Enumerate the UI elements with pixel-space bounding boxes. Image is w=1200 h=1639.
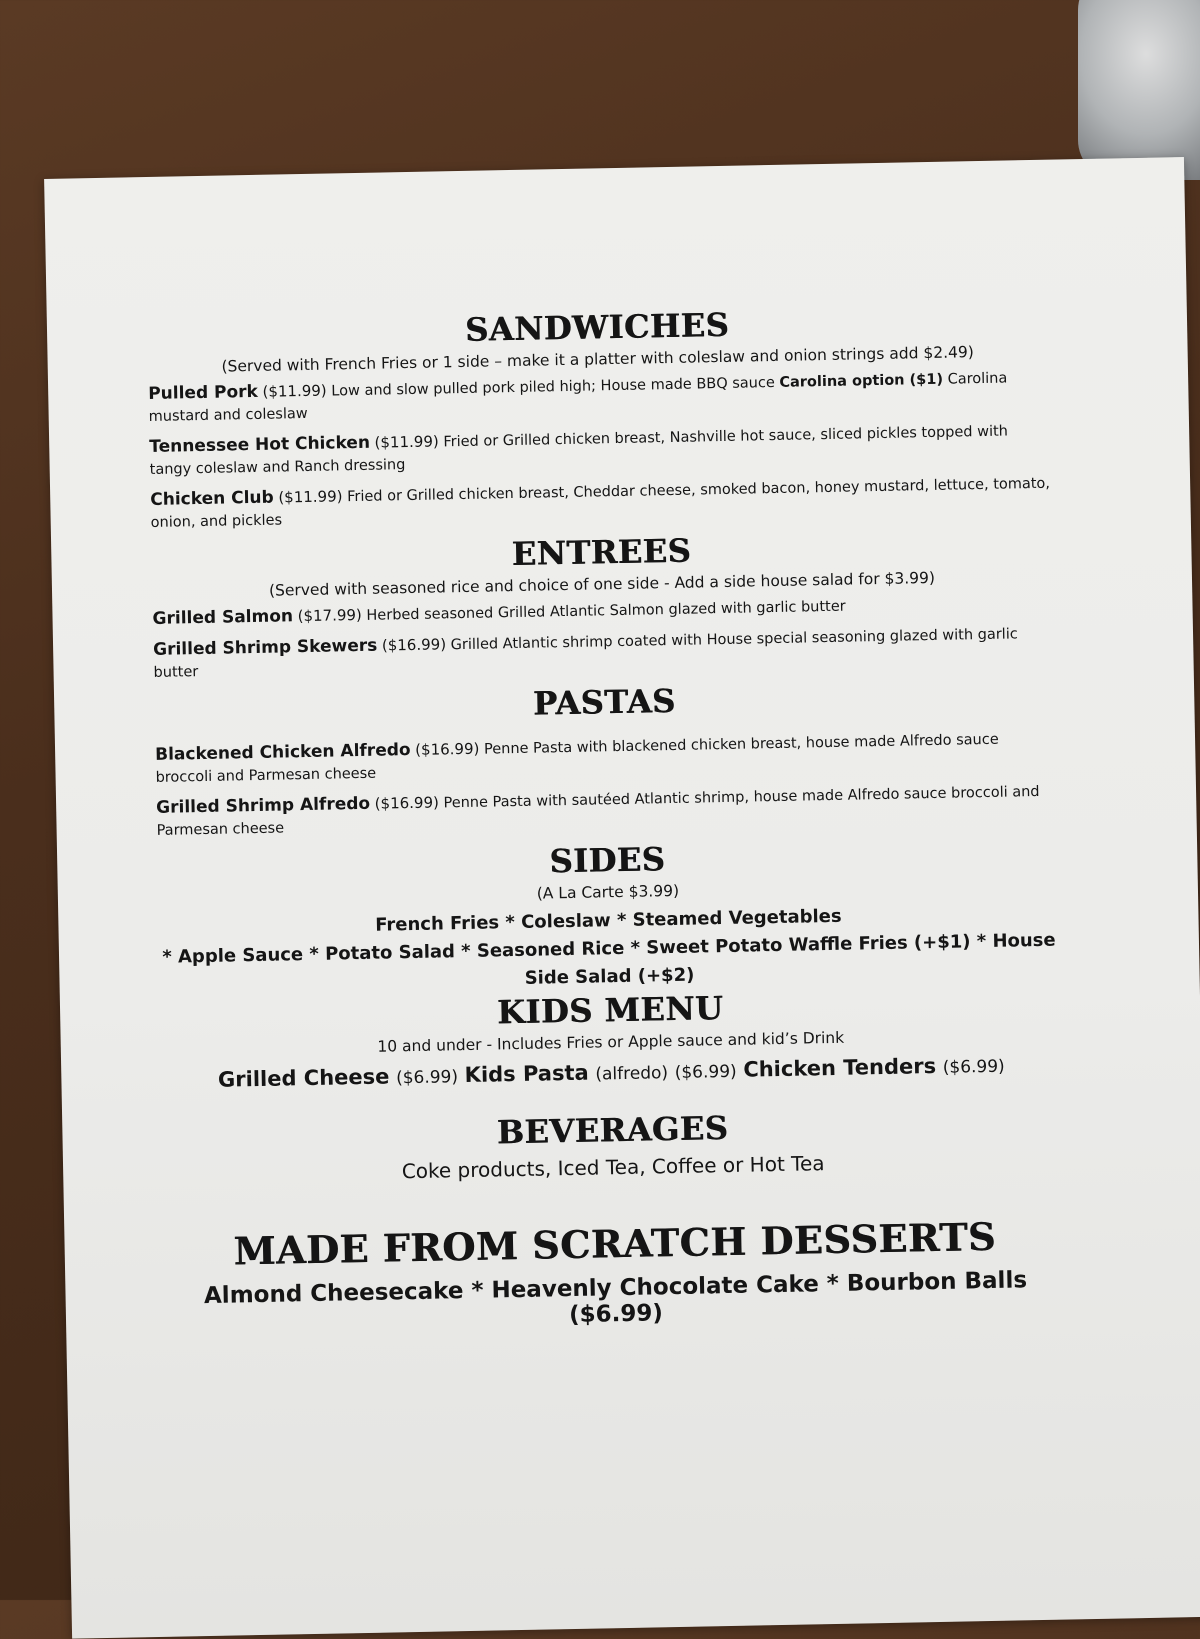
item-description: Grilled Atlantic shrimp coated with House special seasoning glazed with garlic butter bbox=[153, 626, 1018, 681]
kids-item-name: Kids Pasta bbox=[464, 1060, 589, 1088]
entrees-note: (Served with seasoned rice and choice of one side - Add a side house salad for $3.99) bbox=[268, 568, 936, 600]
item-description: Fried or Grilled chicken breast, Cheddar cheese, smoked bacon, honey mustard, lettuce, tomato, onion, and pickles bbox=[150, 475, 1051, 531]
item-name: Pulled Pork bbox=[148, 381, 259, 404]
item-description: Low and slow pulled pork piled high; House made BBQ sauce bbox=[331, 374, 775, 400]
item-description: Herbed seasoned Grilled Atlantic Salmon glazed with garlic butter bbox=[366, 598, 846, 624]
menu-item-grilled-shrimp-alfredo bbox=[156, 780, 1057, 842]
beverages-list: Coke products, Iced Tea, Coffee or Hot Tea bbox=[401, 1151, 825, 1184]
item-description: Penne Pasta with sautéed Atlantic shrimp, house made Alfredo sauce broccoli and Parmesan cheese bbox=[156, 783, 1040, 839]
pastas-title: PASTAS bbox=[532, 681, 676, 723]
item-description: Penne Pasta with blackened chicken breast, house made Alfredo sauce broccoli and Parmesan cheese bbox=[155, 731, 999, 786]
item-price: ($16.99) bbox=[374, 793, 440, 813]
kids-menu-note: 10 and under - Includes Fries or Apple sauce and kid’s Drink bbox=[377, 1028, 845, 1056]
item-price: ($16.99) bbox=[415, 739, 480, 759]
item-price: ($11.99) bbox=[278, 487, 343, 507]
item-name: Grilled Shrimp Alfredo bbox=[156, 793, 371, 818]
item-name: Grilled Salmon bbox=[152, 606, 294, 629]
sides-list-line-2: * Apple Sauce * Potato Salad * Seasoned Rice * Sweet Potato Waffle Fries (+$1) * House Side Salad (+$2) bbox=[162, 929, 1056, 989]
item-option: Carolina option ($1) bbox=[779, 371, 944, 391]
item-name: Blackened Chicken Alfredo bbox=[154, 740, 411, 765]
menu-item-grilled-shrimp-skewers bbox=[153, 622, 1054, 684]
kids-item-price: ($6.99) bbox=[395, 1067, 459, 1089]
item-name: Tennessee Hot Chicken bbox=[149, 432, 371, 457]
item-name: Grilled Shrimp Skewers bbox=[152, 635, 378, 660]
item-description: Fried or Grilled chicken breast, Nashville hot sauce, sliced pickles topped with tangy coleslaw and Ranch dressing bbox=[149, 423, 1009, 478]
desserts-title: MADE FROM SCRATCH DESSERTS bbox=[233, 1213, 997, 1274]
desserts-list: Almond Cheesecake * Heavenly Chocolate Cake * Bourbon Balls ($6.99) bbox=[203, 1267, 1028, 1329]
kids-item-name: Chicken Tenders bbox=[743, 1053, 937, 1082]
menu-item-chicken-club bbox=[150, 472, 1051, 534]
item-price: ($16.99) bbox=[381, 635, 447, 655]
sides-note: (A La Carte $3.99) bbox=[536, 881, 680, 903]
beverages-title: BEVERAGES bbox=[496, 1108, 729, 1152]
item-price: ($11.99) bbox=[374, 432, 439, 452]
menu-item-tennessee-hot-chicken bbox=[149, 419, 1050, 481]
sandwiches-title: SANDWICHES bbox=[464, 305, 730, 349]
kids-menu-title: KIDS MENU bbox=[496, 989, 724, 1032]
item-name: Chicken Club bbox=[150, 487, 274, 510]
item-option-description: Carolina mustard and coleslaw bbox=[148, 370, 1008, 425]
kids-item-price: ($6.99) bbox=[942, 1056, 1005, 1078]
sides-list-line-1: French Fries * Coleslaw * Steamed Vegetables bbox=[375, 905, 842, 936]
sides-title: SIDES bbox=[549, 840, 666, 881]
entrees-title: ENTREES bbox=[511, 531, 692, 574]
item-price: ($17.99) bbox=[297, 605, 363, 626]
menu-item-pulled-pork bbox=[148, 366, 1049, 428]
menu-sheet bbox=[44, 157, 1200, 1639]
kids-item-name: Grilled Cheese bbox=[217, 1064, 390, 1092]
water-glass bbox=[1078, 0, 1200, 180]
kids-item-price: ($6.99) bbox=[674, 1061, 737, 1083]
kids-item-qualifier: (alfredo) bbox=[595, 1063, 669, 1085]
sandwiches-note: (Served with French Fries or 1 side – make it a platter with coleslaw and onion strings add $2.49) bbox=[221, 343, 974, 376]
item-price: ($11.99) bbox=[262, 381, 327, 401]
menu-content bbox=[147, 300, 1066, 1336]
